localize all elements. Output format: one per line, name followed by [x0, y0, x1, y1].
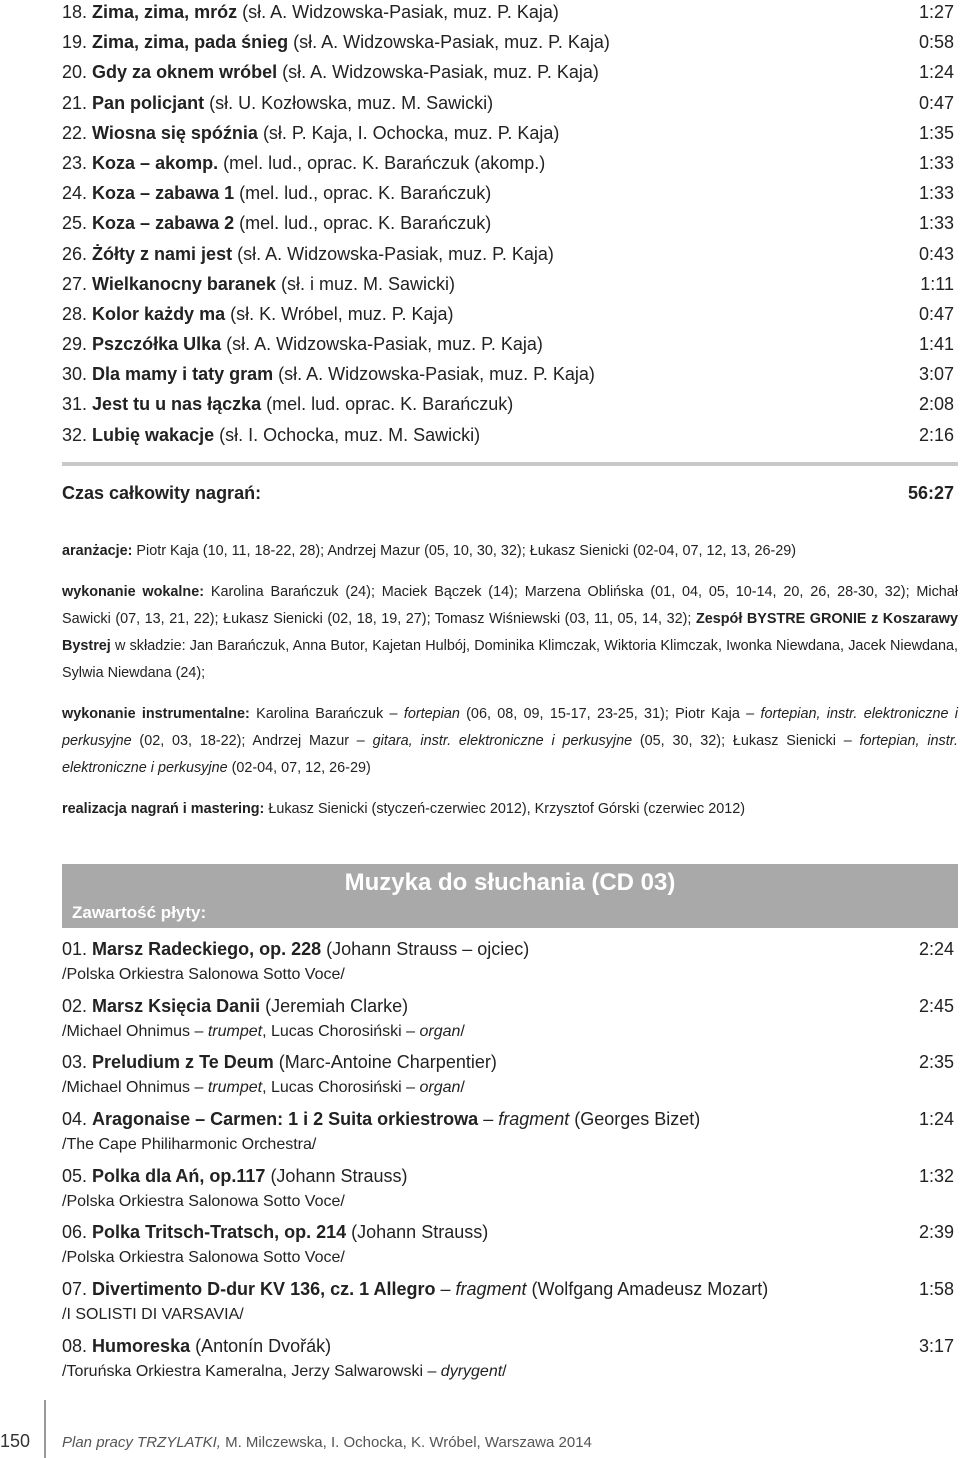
track-number: 21.: [62, 92, 88, 113]
track-performer: [62, 1021, 954, 1043]
ensemble-name: Zespół BYSTRE GRONIE z Koszarawy Bystrej: [62, 611, 958, 654]
track-number: 25.: [62, 213, 88, 234]
performer-text: , Lucas Chorosiński –: [262, 1022, 420, 1040]
instrument: gitara, instr. elektroniczne i perkusyjne: [372, 733, 633, 749]
track-title: Gdy za oknem wróbel: [92, 62, 278, 83]
credit-label: aranżacje:: [62, 543, 133, 559]
track-row: [62, 118, 954, 148]
track-row: [62, 420, 954, 450]
credit-text: Łukasz Sienicki (styczeń-czerwiec 2012), Krzysztof Górski (czerwiec 2012): [264, 801, 745, 817]
track-duration: 0:58: [918, 32, 954, 53]
instrument: trumpet: [207, 1022, 263, 1040]
track-title: Zima, zima, pada śnieg: [92, 32, 289, 53]
track-duration: 2:24: [918, 939, 954, 959]
track-duration: 3:07: [918, 364, 954, 385]
track-number: 20.: [62, 62, 88, 83]
track-duration: 1:11: [920, 273, 954, 294]
cd-track-line: [62, 1161, 954, 1191]
track-duration: 1:27: [918, 2, 954, 22]
cd-track: [62, 1274, 954, 1331]
track-duration: 1:24: [918, 62, 954, 83]
credit-text: Piotr Kaja (10, 11, 18-22, 28); Andrzej Mazur (05, 10, 30, 32); Łukasz Sienicki (02-04, 07, 12, 13, 26-29): [132, 543, 797, 559]
performer-text: /: [460, 1079, 465, 1097]
track-credits: (sł. A. Widzowska-Pasiak, muz. P. Kaja): [273, 364, 595, 385]
track-title: Humoreska: [92, 1335, 191, 1356]
track-row: [62, 27, 954, 57]
cd-track: [62, 1161, 954, 1218]
track-number: 02.: [62, 995, 88, 1016]
track-duration: 0:43: [918, 243, 954, 264]
track-number: 19.: [62, 32, 88, 53]
track-title: Zima, zima, mróz: [92, 2, 238, 22]
track-title: Jest tu u nas łączka: [92, 394, 262, 415]
instrument: organ: [419, 1022, 461, 1040]
track-credits: (sł. A. Widzowska-Pasiak, muz. P. Kaja): [232, 243, 554, 264]
track-duration: 1:32: [918, 1165, 954, 1186]
track-number: 24.: [62, 183, 88, 204]
track-title: Wielkanocny baranek: [92, 273, 276, 294]
credit-label: wykonanie wokalne:: [62, 584, 205, 600]
track-number: 07.: [62, 1279, 88, 1300]
cd-track-line: [62, 934, 954, 964]
credit-text: Karolina Barańczuk –: [249, 706, 404, 722]
track-performer: /Polska Orkiestra Salonowa Sotto Voce/: [62, 1192, 345, 1210]
track-row: [62, 359, 954, 389]
cd-track: [62, 1331, 954, 1388]
track-row: [62, 0, 954, 27]
track-duration: 1:33: [918, 213, 954, 234]
track-title: Wiosna się spóźnia: [92, 122, 258, 143]
credit-text: (02, 03, 18-22); Andrzej Mazur –: [131, 733, 373, 749]
track-row: [62, 329, 954, 359]
track-performer: /The Cape Philiharmonic Orchestra/: [62, 1136, 317, 1154]
track-credits: (sł. A. Widzowska-Pasiak, muz. P. Kaja): [237, 2, 559, 22]
track-performer: [62, 1077, 954, 1099]
instrumental-credits: [62, 701, 958, 782]
track-credits: (sł. i muz. M. Sawicki): [275, 273, 455, 294]
performer-text: /Michael Ohnimus –: [62, 1079, 208, 1097]
track-duration: 1:35: [918, 122, 954, 143]
track-row: [62, 389, 954, 419]
track-number: 27.: [62, 273, 88, 294]
track-number: 03.: [62, 1052, 88, 1073]
cd-track: [62, 1217, 954, 1274]
cd-track-line: [62, 1274, 954, 1304]
track-performer: [62, 1361, 954, 1383]
track-credits: (mel. lud., oprac. K. Barańczuk): [234, 183, 492, 204]
track-number: 26.: [62, 243, 88, 264]
cd-track-list: [62, 934, 954, 1388]
footer-rule: [44, 1400, 46, 1458]
track-number: 28.: [62, 303, 88, 324]
track-credits: (mel. lud., oprac. K. Barańczuk (akomp.): [218, 152, 546, 173]
track-row: [62, 239, 954, 269]
performer-text: /Michael Ohnimus –: [62, 1022, 208, 1040]
track-number: 06.: [62, 1222, 88, 1243]
track-duration: 0:47: [918, 303, 954, 324]
track-title: Lubię wakacje: [92, 424, 215, 445]
cd-track-line: [62, 1331, 954, 1361]
credit-text: (06, 08, 09, 15-17, 23-25, 31); Piotr Kaja –: [459, 706, 761, 722]
track-title: Pszczółka Ulka: [92, 334, 222, 355]
track-title: Divertimento D-dur KV 136, cz. 1 Allegro: [92, 1279, 436, 1300]
performer-text: , Lucas Chorosiński –: [262, 1079, 420, 1097]
track-credits: (sł. A. Widzowska-Pasiak, muz. P. Kaja): [277, 62, 599, 83]
separator: –: [435, 1279, 456, 1300]
track-number: 30.: [62, 364, 88, 385]
track-composer: (Antonín Dvořák): [190, 1335, 332, 1356]
role: dyrygent: [440, 1362, 503, 1380]
track-row: [62, 299, 954, 329]
credit-text: w składzie: Jan Barańczuk, Anna Butor, Kajetan Hulbój, Dominika Klimczak, Wiktoria Klimczak, Iwonka Niewdana, Jacek Niewdana, Sylwia Niewdana (24);: [62, 638, 958, 681]
track-duration: 0:47: [918, 92, 954, 113]
credit-text: (02-04, 07, 12, 26-29): [227, 760, 371, 776]
track-duration: 2:35: [918, 1052, 954, 1073]
credit-label: realizacja nagrań i mastering:: [62, 801, 265, 817]
cd-track-line: [62, 991, 954, 1021]
track-composer: (Georges Bizet): [569, 1109, 701, 1130]
arrangement-credits: [62, 538, 958, 565]
track-row: [62, 88, 954, 118]
cd-track-line: [62, 1104, 954, 1134]
vocal-credits: [62, 579, 958, 687]
cd-track-line: [62, 1217, 954, 1247]
cd-contents-label: Zawartość płyty:: [72, 903, 207, 922]
separator: –: [478, 1109, 499, 1130]
cd-header-band: [62, 864, 958, 928]
credit-label: wykonanie instrumentalne:: [62, 706, 250, 722]
credit-text: Karolina Barańczuk (24); Maciek Bączek (14); Marzena Oblińska (01, 04, 05, 10-14, 20, 26, 28-30, 32); Michał Sawicki (07, 13, 21, 22); Łukasz Sienicki (02, 18, 19, 27); Tomasz Wiśniewski (03, 11, 05, 14, 32);: [62, 584, 958, 627]
cd-track: [62, 1104, 954, 1161]
credit-text: (05, 30, 32); Łukasz Sienicki –: [632, 733, 860, 749]
track-number: 31.: [62, 394, 88, 415]
cd-track: [62, 1047, 954, 1104]
track-title: Koza – zabawa 1: [92, 183, 235, 204]
track-title: Polka dla Ań, op.117: [92, 1165, 266, 1186]
instrument: fortepian, instr. elektroniczne i perkusyjne: [62, 706, 958, 749]
page-number: 150: [0, 1431, 31, 1451]
cd-track: [62, 991, 954, 1048]
track-composer: (Johann Strauss – ojciec): [321, 939, 530, 959]
track-title: Koza – akomp.: [92, 152, 219, 173]
cd-heading: Muzyka do słuchania (CD 03): [344, 869, 676, 896]
track-composer: (Jeremiah Clarke): [260, 995, 409, 1016]
track-credits: (sł. A. Widzowska-Pasiak, muz. P. Kaja): [221, 334, 543, 355]
track-row: [62, 269, 954, 299]
track-composer: (Marc-Antoine Charpentier): [273, 1052, 497, 1073]
track-number: 23.: [62, 152, 88, 173]
track-title: Preludium z Te Deum: [92, 1052, 274, 1073]
track-title: Kolor każdy ma: [92, 303, 226, 324]
track-row: [62, 208, 954, 238]
track-list: [62, 0, 954, 453]
track-duration: 1:33: [918, 152, 954, 173]
track-composer: (Johann Strauss): [265, 1165, 408, 1186]
credits-block: [62, 538, 958, 823]
track-number: 29.: [62, 334, 88, 355]
track-number: 05.: [62, 1165, 88, 1186]
cd-track-line: [62, 1047, 954, 1077]
track-title: Żółty z nami jest: [92, 243, 233, 264]
track-performer: /Polska Orkiestra Salonowa Sotto Voce/: [62, 1249, 345, 1267]
performer-text: /: [460, 1022, 465, 1040]
instrument: fortepian, instr. elektroniczne i perkusyjne: [62, 733, 958, 776]
track-row: [62, 148, 954, 178]
cd-track: [62, 934, 954, 991]
track-duration: 1:41: [918, 334, 954, 355]
track-performer: /I SOLISTI DI VARSAVIA/: [62, 1306, 244, 1324]
track-composer: (Wolfgang Amadeusz Mozart): [526, 1279, 769, 1300]
instrument: organ: [419, 1079, 461, 1097]
performer-text: /Toruńska Orkiestra Kameralna, Jerzy Salwarowski –: [62, 1362, 441, 1380]
book-title: Plan pracy TRZYLATKI,: [62, 1434, 221, 1451]
total-label: Czas całkowity nagrań:: [62, 483, 262, 503]
track-title: Dla mamy i taty gram: [92, 364, 274, 385]
track-row: [62, 57, 954, 87]
footer-citation: [62, 1434, 592, 1451]
track-credits: (mel. lud. oprac. K. Barańczuk): [261, 394, 514, 415]
track-number: 04.: [62, 1109, 88, 1130]
track-title: Aragonaise – Carmen: 1 i 2 Suita orkiestrowa: [92, 1109, 479, 1130]
track-duration: 2:45: [918, 995, 954, 1016]
track-number: 08.: [62, 1335, 88, 1356]
track-credits: (sł. I. Ochocka, muz. M. Sawicki): [214, 424, 481, 445]
instrument: fortepian: [403, 706, 460, 722]
fragment-note: fragment: [455, 1279, 527, 1300]
track-performer: /Polska Orkiestra Salonowa Sotto Voce/: [62, 966, 345, 983]
track-number: 22.: [62, 122, 88, 143]
track-number: 01.: [62, 939, 88, 959]
track-credits: (sł. A. Widzowska-Pasiak, muz. P. Kaja): [288, 32, 610, 53]
instrument: trumpet: [207, 1079, 263, 1097]
track-duration: 2:08: [918, 394, 954, 415]
track-credits: (mel. lud., oprac. K. Barańczuk): [234, 213, 492, 234]
track-title: Pan policjant: [92, 92, 205, 113]
track-duration: 1:58: [918, 1279, 954, 1300]
track-credits: (sł. U. Kozłowska, muz. M. Sawicki): [204, 92, 494, 113]
performer-text: /: [502, 1362, 507, 1380]
fragment-note: fragment: [498, 1109, 570, 1130]
track-title: Marsz Księcia Danii: [92, 995, 261, 1016]
track-duration: 3:17: [918, 1335, 954, 1356]
track-duration: 2:39: [918, 1222, 954, 1243]
total-duration-row: [62, 483, 954, 504]
track-title: Koza – zabawa 2: [92, 213, 235, 234]
mastering-credits: [62, 796, 958, 823]
section-divider: [62, 462, 958, 466]
track-duration: 2:16: [918, 424, 954, 445]
track-number: 32.: [62, 424, 88, 445]
track-number: 18.: [62, 2, 88, 22]
track-credits: (sł. K. Wróbel, muz. P. Kaja): [225, 303, 454, 324]
track-title: Marsz Radeckiego, op. 228: [92, 939, 322, 959]
book-authors: M. Milczewska, I. Ochocka, K. Wróbel, Warszawa 2014: [220, 1434, 592, 1451]
track-duration: 1:33: [918, 183, 954, 204]
track-row: [62, 178, 954, 208]
total-value: 56:27: [907, 483, 954, 503]
track-duration: 1:24: [918, 1109, 954, 1130]
track-title: Polka Tritsch-Tratsch, op. 214: [92, 1222, 347, 1243]
track-composer: (Johann Strauss): [346, 1222, 489, 1243]
track-credits: (sł. P. Kaja, I. Ochocka, muz. P. Kaja): [257, 122, 560, 143]
